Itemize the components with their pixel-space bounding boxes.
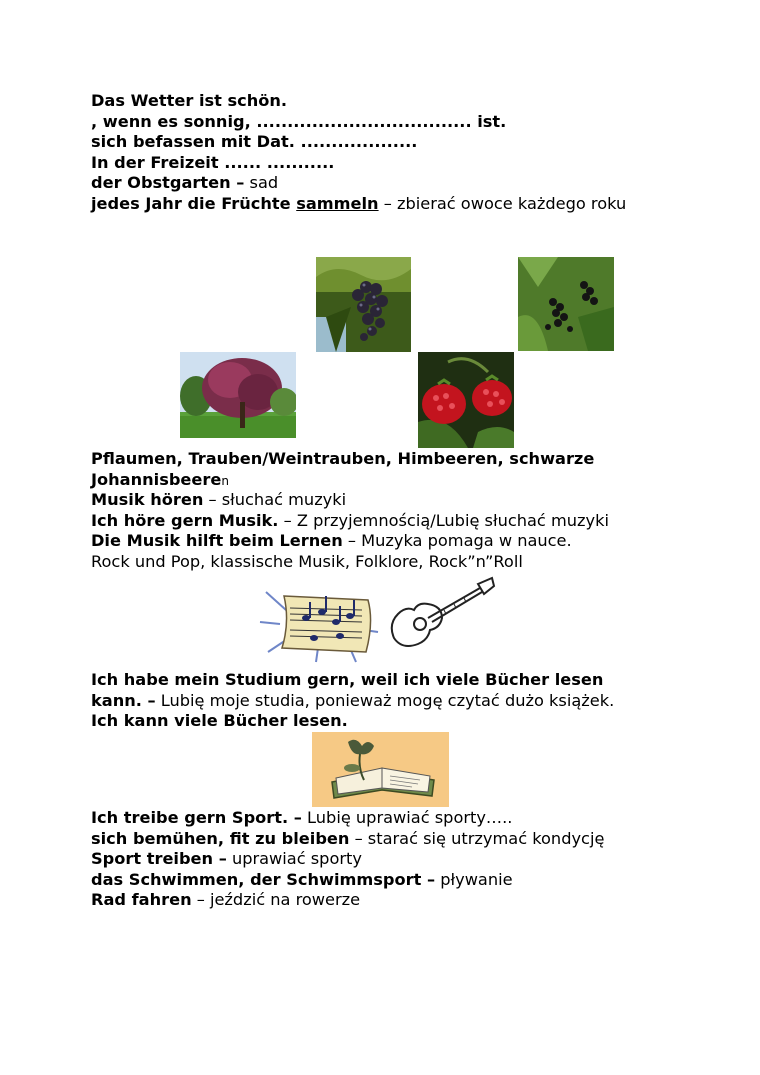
- text-line: der Obstgarten – sad: [91, 173, 279, 192]
- text-line: In der Freizeit ...... ...........: [91, 152, 335, 172]
- underlined-word: sammeln: [296, 193, 379, 213]
- text-line: das Schwimmen, der Schwimmsport – pływanie: [91, 869, 513, 889]
- raspberry-image: [418, 352, 514, 448]
- blackcurrant-image: [518, 257, 614, 351]
- text-line: Ich treibe gern Sport. – Lubię uprawiać sporty…..: [91, 808, 513, 827]
- book-image: [312, 732, 449, 807]
- grapes-image: [316, 257, 411, 352]
- guitar-image: [384, 572, 496, 652]
- fruits-list: Pflaumen, Trauben/Weintrauben, Himbeeren, schwarze Johannisbeeren: [91, 449, 595, 489]
- text-line: Musik hören – słuchać muzyki: [91, 490, 347, 509]
- music-phrases: [91, 490, 691, 572]
- text-line: Sport treiben – uprawiać sporty: [91, 849, 362, 868]
- fruit-tree-image: [180, 352, 296, 438]
- text-line: kann. – Lubię moje studia, ponieważ mogę czytać dużo książek.: [91, 690, 615, 710]
- text-line: Ich habe mein Studium gern, weil ich viele Bücher lesen: [91, 670, 604, 689]
- text-line: Ich höre gern Musik. – Z przyjemnością/Lubię słuchać muzyki: [91, 510, 609, 530]
- text-line: Ich kann viele Bücher lesen.: [91, 711, 348, 730]
- text-line: Das Wetter ist schön.: [91, 91, 288, 110]
- text-line: Rad fahren – jeździć na rowerze: [91, 890, 361, 909]
- intro-phrases: [91, 91, 691, 214]
- text-line: Rock und Pop, klassische Musik, Folklore, Rock”n”Roll: [91, 551, 523, 571]
- sheet-music-image: [256, 582, 384, 666]
- study-phrases: [91, 670, 691, 732]
- sport-phrases: [91, 808, 691, 911]
- text-line: sich befassen mit Dat. ...................: [91, 132, 418, 151]
- text-line: Die Musik hilft beim Lernen – Muzyka pomaga w nauce.: [91, 531, 572, 550]
- fruits-collect-line: jedes Jahr die Früchte sammeln – zbierać owoce każdego roku: [91, 193, 627, 213]
- text-line: , wenn es sonnig, ................................... ist.: [91, 111, 507, 131]
- text-line: sich bemühen, fit zu bleiben – starać się utrzymać kondycję: [91, 828, 605, 848]
